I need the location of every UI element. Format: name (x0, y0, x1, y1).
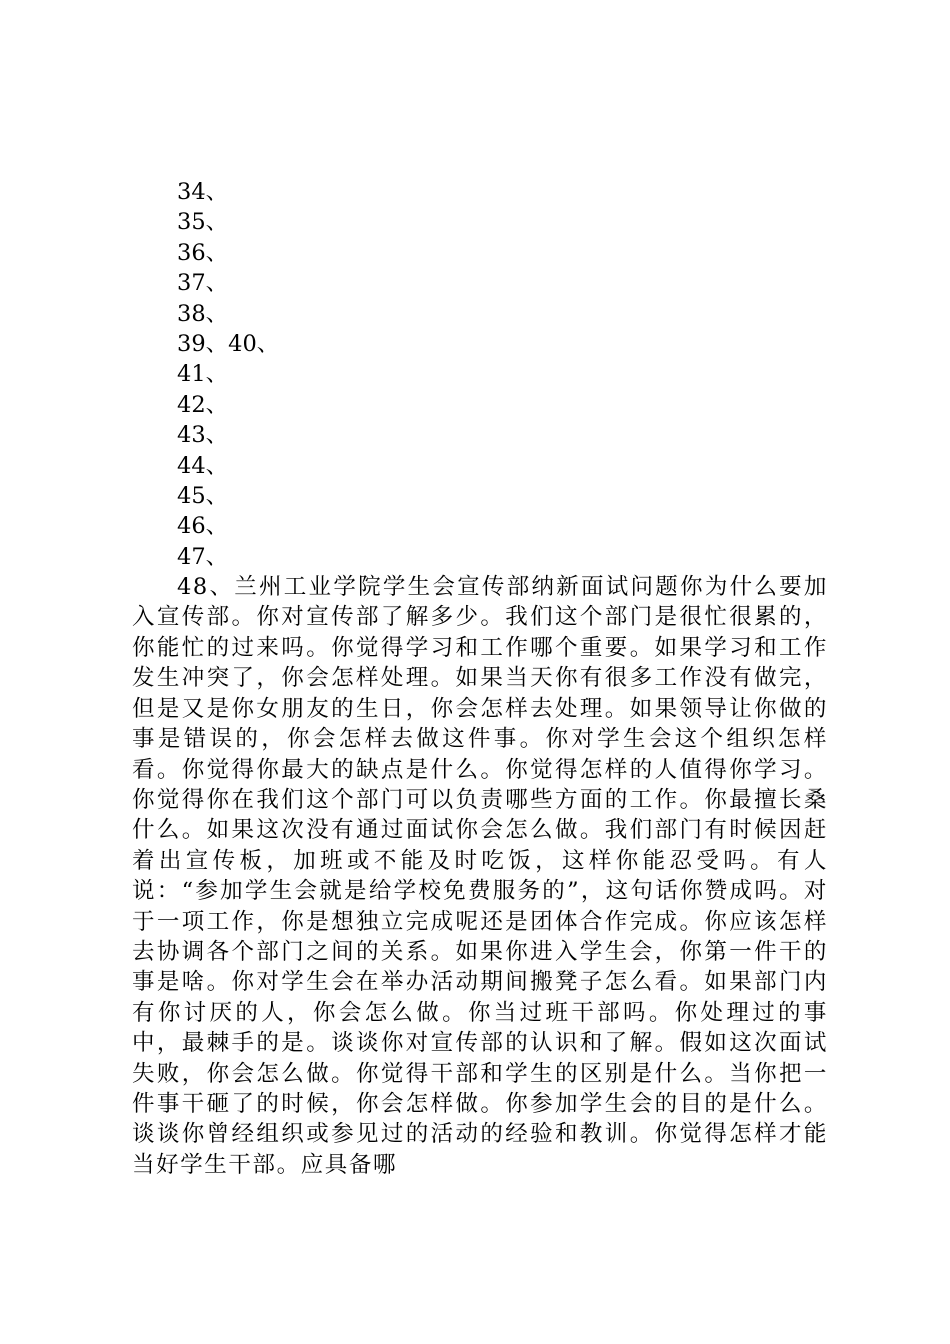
numbered-item: 41、 (177, 361, 229, 388)
numbered-item: 37、 (177, 270, 229, 297)
interview-questions-paragraph: 48、兰州工业学院学生会宣传部纳新面试问题你为什么要加入宣传部。你对宣传部了解多少。我们这个部门是很忙很累的，你能忙的过来吗。你觉得学习和工作哪个重要。如果学习和工作发生冲突了，你会怎样处理。如果当天你有很多工作没有做完，但是又是你女朋友的生日，你会怎样去处理。如果领导让你做的事是错误的，你会怎样去做这件事。你对学生会这个组织怎样看。你觉得你最大的缺点是什么。你觉得怎样的人值得你学习。你觉得你在我们这个部门可以负责哪些方面的工作。你最擅长桑什么。如果这次没有通过面试你会怎么做。我们部门有时候因赶着出宣传板，加班或不能及时吃饭，这样你能忍受吗。有人说：“参加学生会就是给学校免费服务的”，这句话你赞成吗。对于一项工作，你是想独立完成呢还是团体合作完成。你应该怎样去协调各个部门之间的关系。如果你进入学生会，你第一件干的事是啥。你对学生会在举办活动期间搬凳子怎么看。如果部门内有你讨厌的人，你会怎么做。你当过班干部吗。你处理过的事中，最棘手的是。谈谈你对宣传部的认识和了解。假如这次面试失败，你会怎么做。你觉得干部和学生的区别是什么。当你把一件事干砸了的时候，你会怎样做。你参加学生会的目的是什么。谈谈你曾经组织或参见过的活动的经验和教训。你觉得怎样才能当好学生干部。应具备哪 (132, 574, 828, 1178)
numbered-item: 36、 (177, 239, 229, 266)
numbered-item: 43、 (177, 422, 229, 449)
numbered-item: 34、 (177, 179, 229, 205)
numbered-item: 44、 (177, 452, 229, 479)
document-body (132, 177, 828, 1180)
numbered-item: 45、 (177, 482, 229, 509)
numbered-item: 35、 (177, 209, 229, 236)
numbered-item: 42、 (177, 391, 229, 418)
numbered-item: 38、 (177, 300, 229, 327)
numbered-item: 39、40、 (177, 330, 280, 357)
numbered-item: 47、 (177, 543, 229, 570)
numbered-item: 46、 (177, 513, 229, 540)
